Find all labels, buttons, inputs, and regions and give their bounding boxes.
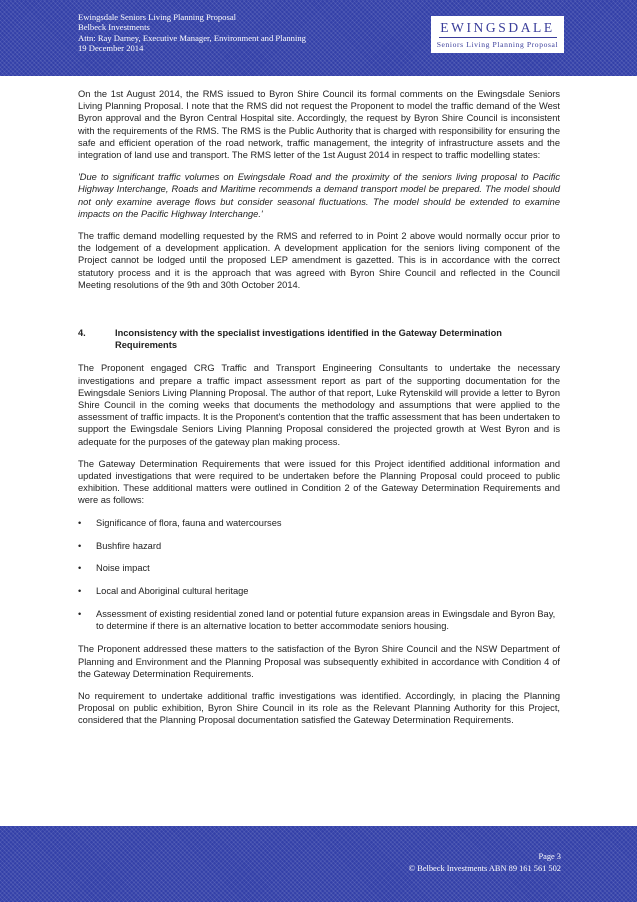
paragraph-rms-comments: On the 1st August 2014, the RMS issued to Byron Shire Council its formal comments on the Ewingsdale Seniors Living Planning Proposal. I note that the RMS did not request the Proponent to model the traffic demand of the West Byron approval and the Byron Central Hospital site. Accordingly, the request by Byron Shire Council is inconsistent with the requirements of the RMS. The RMS is the Public Authority that is charged with responsibility for ensuring the safe and efficient operation of the road network, traffic management, the integrity of infrastructure assets and the integration of land use and transport. The RMS letter of the 1st August 2014 in respect to traffic modelling states: [78,89,560,161]
list-item-text: Significance of flora, fauna and watercourses [96,517,282,528]
paragraph-traffic-demand: The traffic demand modelling requested by the RMS and referred to in Point 2 above would normally occur prior to the lodgement of a development application. A development application for the seniors living component of the Project cannot be lodged until the proposed LEP amendment is gazetted. This is in accordance with the correct statutory process and it is the approach that was agreed with Byron Shire Council and reflected in the Council Meeting resolutions of the 9th and 30th October 2014. [78,231,560,290]
header-attention: Attn: Ray Darney, Executive Manager, Environment and Planning [78,32,306,43]
bullet-icon: • [78,609,82,620]
list-item-text: Bushfire hazard [96,540,162,551]
logo-title: EWINGSDALE [440,20,555,35]
page-footer [0,826,637,902]
section-heading [78,327,560,351]
paragraph-crg-engagement: The Proponent engaged CRG Traffic and Transport Engineering Consultants to undertake the necessary investigations and prepare a traffic impact assessment report as part of the supporting documentation for the Ewingsdale Seniors Living Planning Proposal. The author of that report, Luke Rytenskild will provide a letter to Byron Shire Council in the coming weeks that documents the methodology and assumptions that were applied to the assessment of traffic impacts. It is the Proponent's contention that the traffic assessment that has been undertaken to support the Ewingsdale Seniors Living Planning Proposal considered the projected growth at West Byron and is adequate for the purposes of the gateway plan making process. [78,363,560,447]
ewingsdale-logo [431,16,564,53]
document-body [78,88,560,737]
list-item [78,585,560,597]
footer-copyright: © Belbeck Investments ABN 89 161 561 502 [408,864,561,873]
list-item [78,562,560,574]
paragraph-matters-addressed: The Proponent addressed these matters to the satisfaction of the Byron Shire Council and the NSW Department of Planning and Environment and the Planning Proposal was subsequently exhibited in accordance with Condition 4 of the Gateway Determination Requirements. [78,644,560,679]
section-number: 4. [78,328,86,339]
header-project-title: Ewingsdale Seniors Living Planning Proposal [78,12,237,22]
list-item [78,517,560,529]
list-item [78,540,560,552]
bullet-icon: • [78,540,82,551]
header-date: 19 December 2014 [78,43,144,54]
bullet-icon: • [78,517,82,528]
list-item-text: Noise impact [96,563,150,574]
page-header [0,0,637,76]
logo-subtitle: Seniors Living Planning Proposal [436,40,559,49]
rms-quote: 'Due to significant traffic volumes on Ewingsdale Road and the proximity of the seniors living proposal to Pacific Highway Interchange, Roads and Maritime recommends a demand transport model be prepared. The model should not only examine average flows but consider seasonal fluctuations. The model should be extended to examine impacts on the Pacific Highway Interchange.' [78,172,560,219]
bullet-icon: • [78,563,82,574]
bullet-icon: • [78,586,82,597]
list-item [78,608,560,632]
list-item-text: Assessment of existing residential zoned land or potential future expansion areas in Ewingsdale and Byron Bay, to determine if there is an alternative location to better accommodate seniors housing. [96,609,556,632]
header-company: Belbeck Investments [78,22,150,33]
page-number: Page 3 [538,852,561,861]
header-address-block [78,12,306,54]
list-item-text: Local and Aboriginal cultural heritage [96,586,249,597]
paragraph-no-requirement: No requirement to undertake additional traffic investigations was identified. Accordingly, in placing the Planning Proposal on public exhibition, Byron Shire Council in its role as the Relevant Planning Authority for this Project, considered that the Planning Proposal documentation satisfied the Gateway Determination Requirements. [78,690,560,726]
section-title: Inconsistency with the specialist investigations identified in the Gateway Determination Requirements [115,328,502,351]
paragraph-gateway-requirements: The Gateway Determination Requirements that were issued for this Project identified additional information and updated investigations that were required to be undertaken before the Planning Proposal could proceed to public exhibition. These additional matters were outlined in Condition 2 of the Gateway Determination Requirements and were as follows: [78,458,560,506]
requirements-list [78,517,560,633]
logo-divider [439,37,557,38]
